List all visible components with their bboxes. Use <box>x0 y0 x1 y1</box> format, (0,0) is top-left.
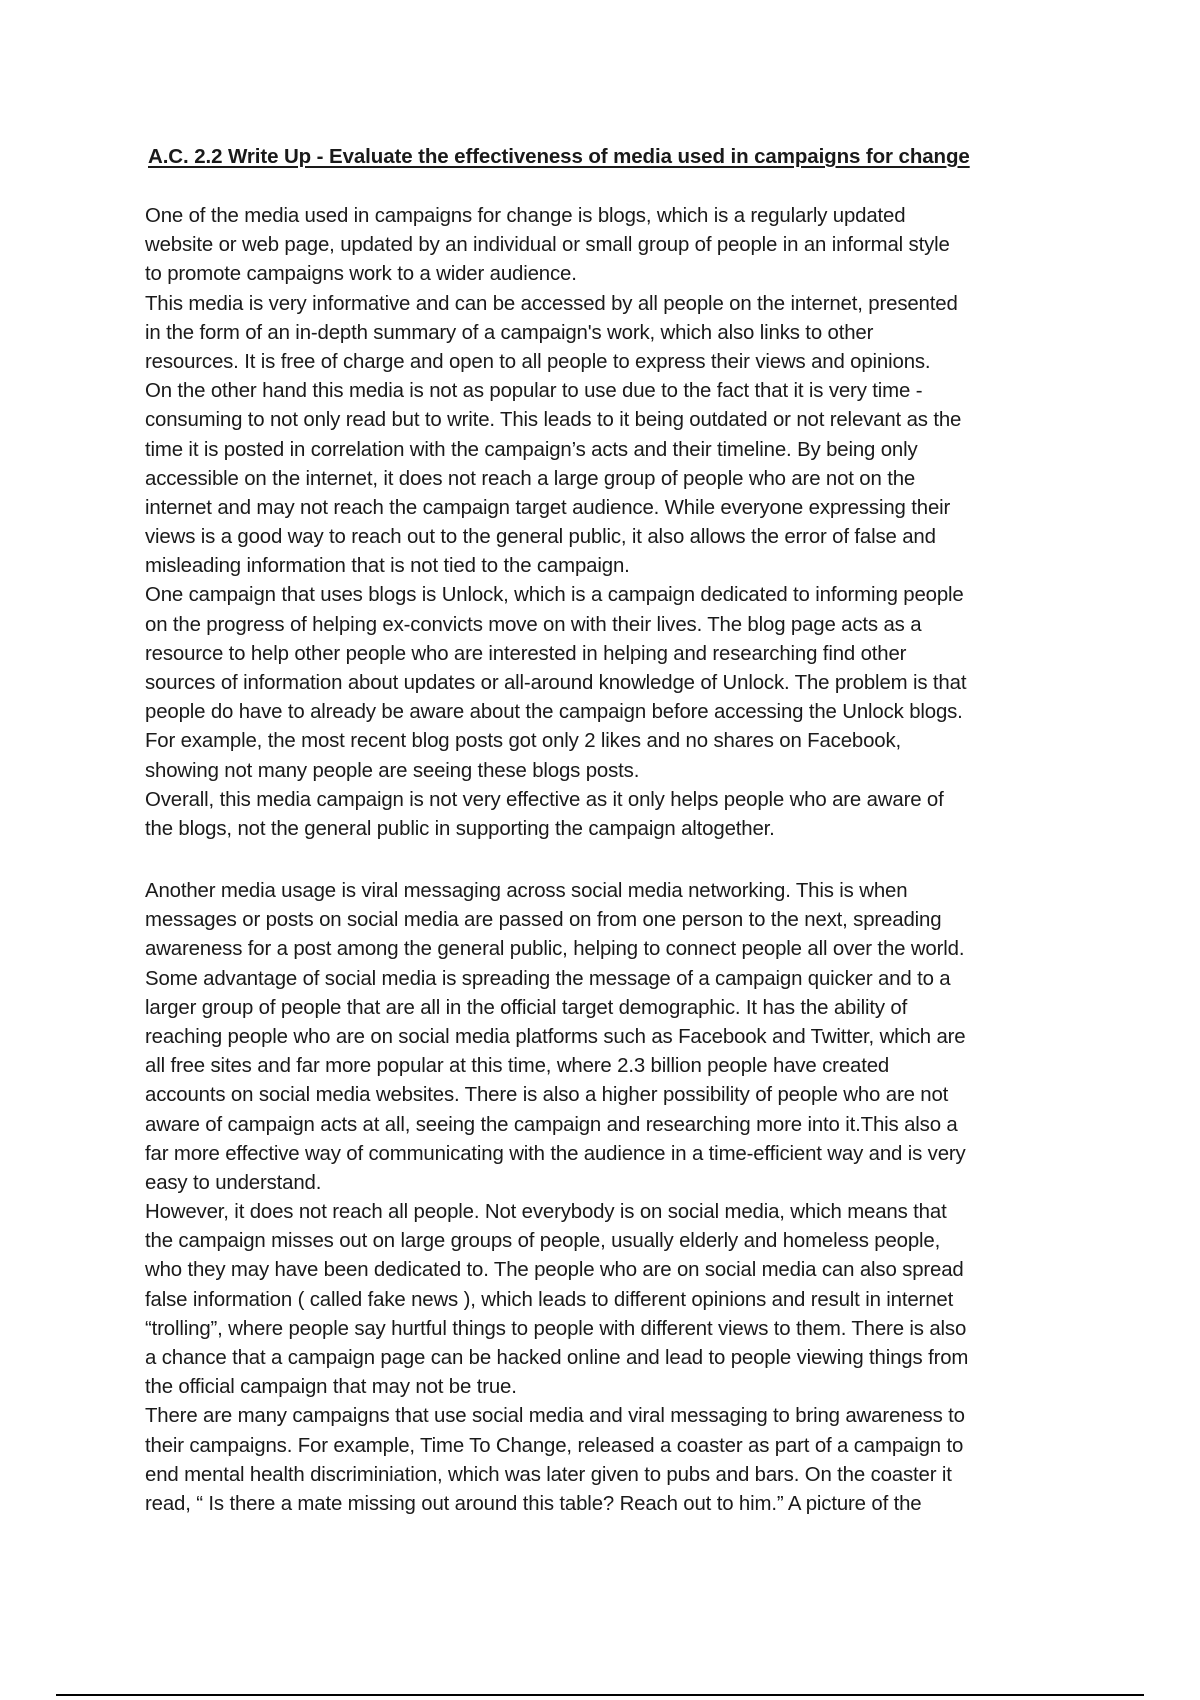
text-line: time it is posted in correlation with the campaign’s acts and their timeline. By being only <box>145 438 918 461</box>
text-line: One campaign that uses blogs is Unlock, which is a campaign dedicated to informing people <box>145 584 964 607</box>
text-line: accessible on the internet, it does not reach a large group of people who are not on the <box>145 467 916 490</box>
text-line: sources of information about updates or all-around knowledge of Unlock. The problem is that <box>145 672 967 694</box>
text-line: false information ( called fake news ), which leads to different opinions and result in internet <box>145 1288 954 1311</box>
text-line: There are many campaigns that use social media and viral messaging to bring awareness to <box>145 1405 965 1428</box>
text-line: views is a good way to reach out to the general public, it also allows the error of false and <box>145 526 936 549</box>
text-line: the official campaign that may not be true. <box>145 1376 517 1399</box>
text-line: aware of campaign acts at all, seeing the campaign and researching more into it.This also a <box>145 1113 958 1136</box>
text-line: the blogs, not the general public in supporting the campaign altogether. <box>145 817 775 840</box>
text-line: This media is very informative and can be accessed by all people on the internet, presented <box>145 292 958 315</box>
page-title: A.C. 2.2 Write Up - Evaluate the effectiveness of media used in campaigns for change <box>148 145 970 168</box>
text-line: larger group of people that are all in the official target demographic. It has the ability of <box>145 996 908 1019</box>
text-line: internet and may not reach the campaign target audience. While everyone expressing their <box>145 496 951 519</box>
text-line: resource to help other people who are interested in helping and researching find other <box>145 642 907 665</box>
text-line: the campaign misses out on large groups of people, usually elderly and homeless people, <box>145 1230 941 1253</box>
text-line: who they may have been dedicated to. The people who are on social media can also spread <box>145 1259 964 1282</box>
text-line: easy to understand. <box>145 1171 322 1194</box>
text-line: to promote campaigns work to a wider audience. <box>145 263 577 286</box>
text-line: misleading information that is not tied to the campaign. <box>145 555 630 578</box>
paragraph-social-media <box>145 877 1075 1519</box>
text-line: Another media usage is viral messaging across social media networking. This is when <box>145 880 908 902</box>
text-line: consuming to not only read but to write. This leads to it being outdated or not relevant as the <box>145 409 962 432</box>
text-line: accounts on social media websites. There is also a higher possibility of people who are not <box>145 1084 949 1107</box>
text-line: awareness for a post among the general public, helping to connect people all over the world. <box>145 938 965 961</box>
text-line: all free sites and far more popular at this time, where 2.3 billion people have created <box>145 1055 890 1078</box>
text-line: far more effective way of communicating with the audience in a time-efficient way and is very <box>145 1142 966 1165</box>
text-line: For example, the most recent blog posts got only 2 likes and no shares on Facebook, <box>145 730 902 753</box>
footer-divider <box>56 1694 1144 1696</box>
text-line: on the progress of helping ex-convicts move on with their lives. The blog page acts as a <box>145 613 922 636</box>
text-line: On the other hand this media is not as popular to use due to the fact that it is very time - <box>145 380 923 403</box>
text-line: Overall, this media campaign is not very effective as it only helps people who are aware of <box>145 788 944 811</box>
text-line: reaching people who are on social media platforms such as Facebook and Twitter, which are <box>145 1025 966 1048</box>
text-line: However, it does not reach all people. Not everybody is on social media, which means that <box>145 1201 947 1224</box>
text-line: resources. It is free of charge and open to all people to express their views and opinions. <box>145 350 931 373</box>
text-line: end mental health discriminiation, which was later given to pubs and bars. On the coaster it <box>145 1463 952 1486</box>
paragraph-blogs <box>145 202 1075 844</box>
text-line: Some advantage of social media is spreading the message of a campaign quicker and to a <box>145 967 951 990</box>
text-line: people do have to already be aware about the campaign before accessing the Unlock blogs. <box>145 701 963 724</box>
text-line: messages or posts on social media are passed on from one person to the next, spreading <box>145 909 942 932</box>
text-line: read, “ Is there a mate missing out around this table? Reach out to him.” A picture of the <box>145 1492 922 1515</box>
text-line: “trolling”, where people say hurtful things to people with different views to them. There is also <box>145 1317 967 1340</box>
text-line: website or web page, updated by an individual or small group of people in an informal style <box>145 234 950 257</box>
text-line: a chance that a campaign page can be hacked online and lead to people viewing things from <box>145 1347 969 1369</box>
text-line: in the form of an in-depth summary of a campaign's work, which also links to other <box>145 321 874 344</box>
text-line: their campaigns. For example, Time To Change, released a coaster as part of a campaign to <box>145 1434 964 1457</box>
text-line: One of the media used in campaigns for change is blogs, which is a regularly updated <box>145 205 906 227</box>
text-line: showing not many people are seeing these blogs posts. <box>145 759 640 782</box>
